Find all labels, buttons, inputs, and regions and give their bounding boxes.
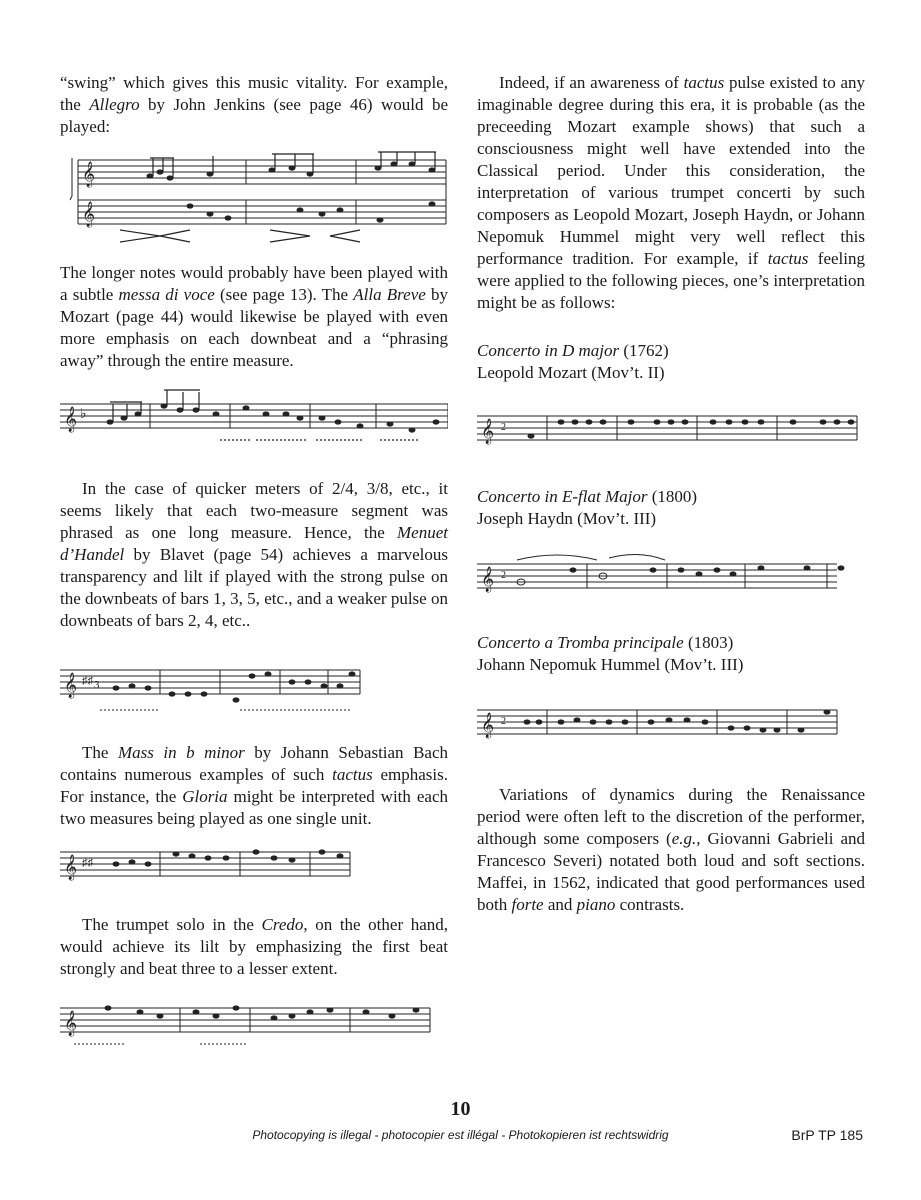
svg-text:𝄞: 𝄞 bbox=[481, 712, 495, 737]
paragraph-mozart: The longer notes would probably have been played with a subtle messa di voce (see page 13). The Alla Breve by Mozart (page 44) would likewise be played with even more emphasis on each downbeat and a “phrasing away” through the entire measure. bbox=[60, 263, 448, 370]
paragraph-bach: The Mass in b minor by Johann Sebastian Bach contains numerous examples of such tactus emphasis. For instance, the Gloria might be interpreted with each two measures being played as one single unit. bbox=[60, 743, 449, 828]
music-example-haydn bbox=[477, 544, 865, 604]
svg-text:𝄞: 𝄞 bbox=[82, 201, 96, 226]
paragraph-tactus: Indeed, if an awareness of tactus pulse existed to any imaginable degree during this era, it is probable (as the preceeding Mozart example shows) that such a consciousness might well have extended into the Classical period. Under this consideration, the interpretation of various trumpet concerti by such composers as Leopold Mozart, Joseph Haydn, or Johann Nepomuk Hummel might very well reflect this performance tradition. For example, if tactus feeling were applied to the following pieces, one’s interpretation might be as follows: bbox=[477, 73, 865, 312]
svg-text:2: 2 bbox=[501, 570, 506, 581]
page-number: 10 bbox=[450, 1098, 471, 1120]
piece-leopold-mozart bbox=[477, 340, 865, 458]
music-example-leopold-mozart bbox=[477, 398, 865, 458]
music-example-hummel bbox=[477, 690, 865, 750]
svg-text:𝄞: 𝄞 bbox=[481, 418, 495, 443]
music-example-mozart bbox=[60, 386, 448, 456]
music-example-credo bbox=[60, 988, 448, 1058]
piece-title: Concerto a Tromba principale (1803) bbox=[477, 633, 734, 652]
music-example-gloria bbox=[60, 838, 448, 898]
paragraph-jenkins: “swing” which gives this music vitality. For example, the Allegro by John Jenkins (see page 46) would be played: bbox=[60, 73, 449, 136]
svg-text:2: 2 bbox=[501, 422, 506, 433]
svg-text:𝄞: 𝄞 bbox=[481, 566, 495, 591]
piece-haydn bbox=[477, 486, 865, 604]
copyright-notice: Photocopying is illegal - photocopier est illégal - Photokopieren ist rechtswidrig bbox=[252, 1128, 669, 1142]
paragraph-dynamics: Variations of dynamics during the Renaissance period were often left to the discretion of the performer, although some composers (e.g., Giovanni Gabrieli and Francesco Severi) notated both loud and soft sections. Maffei, in 1562, indicated that good performances used both forte and piano contrasts. bbox=[477, 785, 865, 914]
piece-hummel bbox=[477, 632, 865, 750]
paragraph-credo: The trumpet solo in the Credo, on the other hand, would achieve its lilt by emphasizing the first beat strongly and beat three to a lesser extent. bbox=[60, 915, 448, 978]
paragraph-blavet: In the case of quicker meters of 2/4, 3/8, etc., it seems likely that each two-measure segment was phrased as one long measure. Hence, the Menuet d’Handel by Blavet (page 54) achieves a marvelous transparency and lilt if played with the strong pulse on the downbeats of bars 1, 3, 5, etc., and a weaker pulse on downbeats of bars 2, 4, etc.. bbox=[60, 479, 448, 630]
svg-text:♯♯: ♯♯ bbox=[82, 857, 93, 869]
svg-text:𝄞: 𝄞 bbox=[64, 854, 78, 879]
piece-title: Concerto in D major (1762) bbox=[477, 341, 669, 360]
piece-composer: Leopold Mozart (Mov’t. II) bbox=[477, 363, 665, 382]
svg-text:♭: ♭ bbox=[80, 407, 87, 422]
piece-composer: Joseph Haydn (Mov’t. III) bbox=[477, 509, 657, 528]
svg-text:3: 3 bbox=[94, 679, 100, 691]
music-example-blavet bbox=[60, 646, 448, 726]
music-example-jenkins bbox=[60, 148, 448, 248]
svg-text:𝄞: 𝄞 bbox=[64, 672, 78, 697]
left-column bbox=[60, 72, 448, 1058]
svg-text:2: 2 bbox=[501, 716, 506, 727]
publisher-code: BrP TP 185 bbox=[791, 1127, 863, 1143]
piece-title: Concerto in E-flat Major (1800) bbox=[477, 487, 698, 506]
svg-text:𝄞: 𝄞 bbox=[64, 406, 78, 431]
piece-composer: Johann Nepomuk Hummel (Mov’t. III) bbox=[477, 655, 744, 674]
right-column bbox=[477, 72, 865, 916]
svg-text:𝄞: 𝄞 bbox=[64, 1010, 78, 1035]
svg-text:♯♯: ♯♯ bbox=[82, 675, 93, 687]
svg-text:𝄞: 𝄞 bbox=[82, 161, 96, 186]
